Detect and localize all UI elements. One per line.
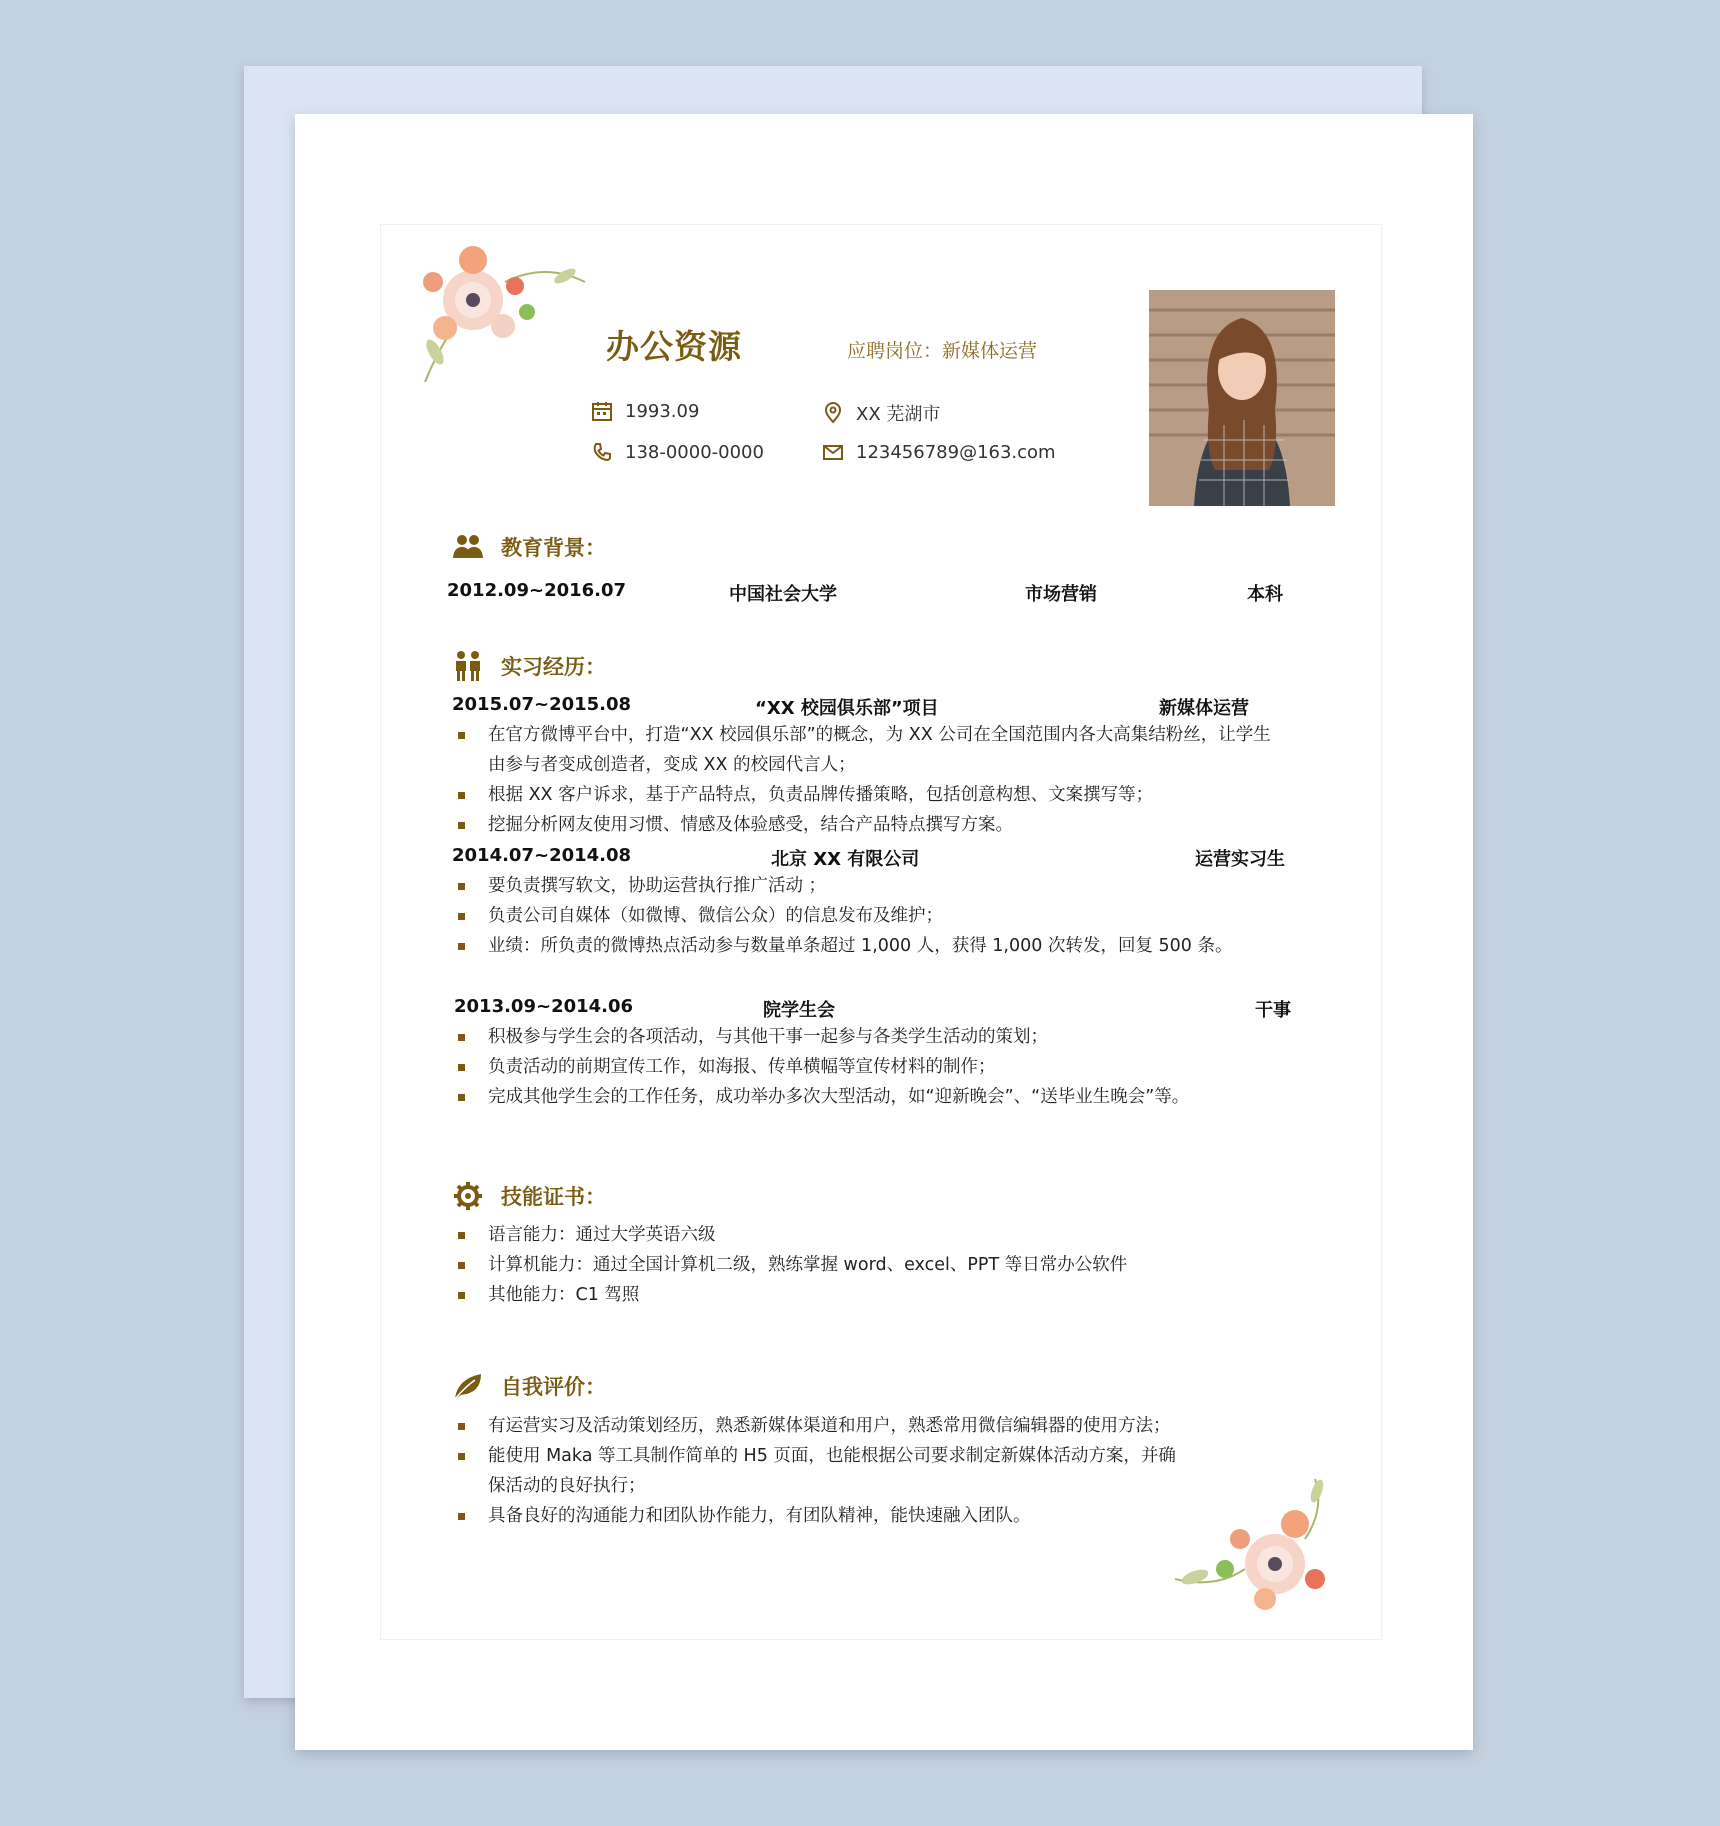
edu-period: 2012.09~2016.07 [447, 580, 627, 601]
phone [591, 441, 764, 463]
exp3-bullet-1: 积极参与学生会的各项活动，与其他干事一起参与各类学生活动的策划； [488, 1022, 1048, 1052]
location-text: XX 芜湖市 [856, 404, 941, 425]
exp1-period: 2015.07~2015.08 [452, 694, 632, 715]
location [822, 400, 940, 426]
exp1-org: “XX 校园俱乐部”项目 [755, 698, 939, 719]
phone-text: 138-0000-0000 [625, 441, 764, 463]
resume-page [295, 114, 1473, 1750]
family-icon [451, 651, 485, 681]
gear-icon [451, 1181, 485, 1211]
job-position: 应聘岗位：新媒体运营 [847, 340, 1038, 362]
leaf-icon [451, 1371, 485, 1401]
exp2-bullet-1: 要负责撰写软文，协助运营执行推广活动 ； [488, 871, 826, 901]
exp3-role: 干事 [1255, 1000, 1291, 1021]
skill-item-3: 其他能力：C1 驾照 [488, 1280, 639, 1310]
internship-heading [451, 651, 606, 681]
self-item-3: 具备良好的沟通能力和团队协作能力，有团队精神，能快速融入团队。 [488, 1501, 1031, 1531]
exp1-bullet-1-cont: 由参与者变成创造者，变成 XX 的校园代言人； [488, 755, 856, 775]
self-item-1: 有运营实习及活动策划经历，熟悉新媒体渠道和用户，熟悉常用微信编辑器的使用方法； [488, 1411, 1171, 1441]
exp3-bullet-2: 负责活动的前期宣传工作，如海报、传单横幅等宣传材料的制作； [488, 1052, 996, 1082]
self-item-2-cont: 保活动的良好执行； [488, 1476, 646, 1496]
exp2-role: 运营实习生 [1195, 849, 1285, 870]
applicant-name: 办公资源 [606, 327, 742, 366]
birth-text: 1993.09 [625, 400, 700, 422]
internship-title: 实习经历： [501, 655, 606, 679]
exp1-bullet-2: 根据 XX 客户诉求，基于产品特点，负责品牌传播策略，包括创意构想、文案撰写等； [488, 780, 1153, 810]
location-icon [822, 402, 844, 424]
mail-icon [822, 441, 844, 463]
exp1-role: 新媒体运营 [1159, 698, 1249, 719]
exp2-bullet-2: 负责公司自媒体（如微博、微信公众）的信息发布及维护； [488, 901, 943, 931]
calendar-icon [591, 400, 613, 422]
exp3-org: 院学生会 [763, 1000, 835, 1021]
edu-degree: 本科 [1247, 584, 1283, 605]
phone-icon [591, 441, 613, 463]
skills-title: 技能证书： [501, 1185, 606, 1209]
flower-decoration-top [405, 242, 595, 392]
email-text: 123456789@163.com [856, 441, 1056, 463]
exp1-bullet-3: 挖掘分析网友使用习惯、情感及体验感受，结合产品特点撰写方案。 [488, 810, 1013, 840]
self-eval-heading [451, 1371, 606, 1401]
education-title: 教育背景： [501, 536, 606, 560]
people-icon [451, 532, 485, 562]
edu-school: 中国社会大学 [729, 584, 837, 605]
exp2-bullet-3: 业绩：所负责的微博热点活动参与数量单条超过 1,000 人，获得 1,000 次转发，回复 500 条。 [488, 931, 1232, 961]
email [822, 441, 1056, 463]
exp1-bullet-1: 在官方微博平台中，打造“XX 校园俱乐部”的概念，为 XX 公司在全国范围内各大高集结粉丝，让学生 [488, 720, 1271, 750]
skill-item-1: 语言能力：通过大学英语六级 [488, 1220, 716, 1250]
skills-heading [451, 1181, 606, 1211]
edu-major: 市场营销 [1025, 584, 1097, 605]
profile-photo [1149, 290, 1335, 506]
self-eval-title: 自我评价： [501, 1375, 606, 1399]
exp3-bullet-3: 完成其他学生会的工作任务，成功举办多次大型活动，如“迎新晚会”、“送毕业生晚会”等。 [488, 1082, 1189, 1112]
self-item-2: 能使用 Maka 等工具制作简单的 H5 页面，也能根据公司要求制定新媒体活动方案，并确 [488, 1441, 1176, 1471]
exp2-org: 北京 XX 有限公司 [771, 849, 920, 870]
skill-item-2: 计算机能力：通过全国计算机二级，熟练掌握 word、excel、PPT 等日常办公软件 [488, 1250, 1127, 1280]
flower-decoration-bottom [1165, 1469, 1355, 1619]
birth-date [591, 400, 699, 422]
education-heading [451, 532, 606, 562]
exp3-period: 2013.09~2014.06 [454, 996, 634, 1017]
exp2-period: 2014.07~2014.08 [452, 845, 632, 866]
